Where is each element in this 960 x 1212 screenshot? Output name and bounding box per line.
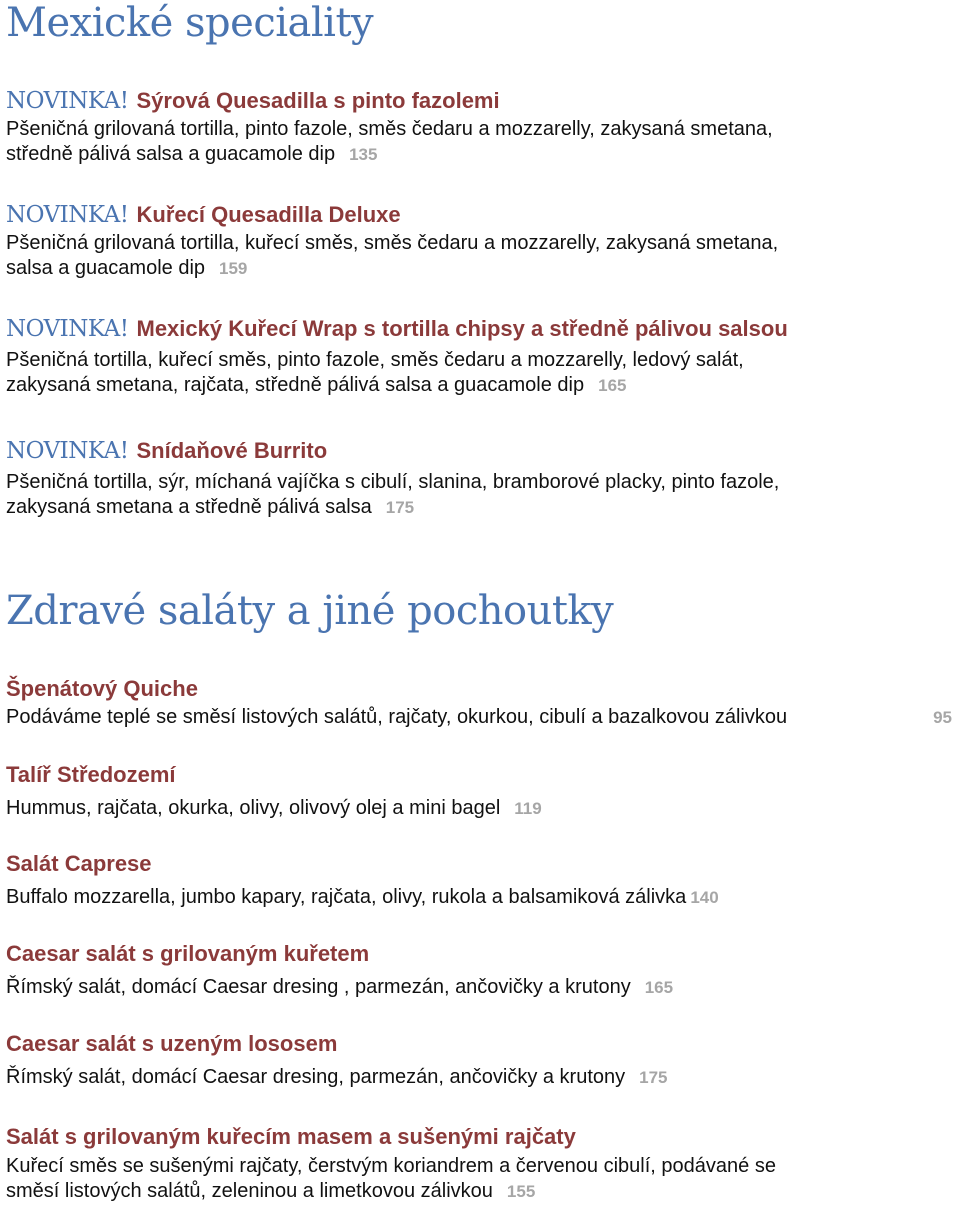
item-price: 119 (514, 799, 542, 818)
item-description (6, 348, 956, 398)
item-description-line: středně pálivá salsa a guacamole dip (6, 143, 336, 165)
item-description-line: zakysaná smetana a středně pálivá salsa (6, 496, 372, 518)
novinka-badge: NOVINKA! (6, 316, 129, 342)
item-name: Talíř Středozemí (6, 762, 176, 787)
item-description-line: Římský salát, domácí Caesar dresing, parmezán, ančovičky a krutony (6, 1066, 626, 1088)
item-description-line: Hummus, rajčata, okurka, olivy, olivový olej a mini bagel (6, 797, 501, 819)
menu-item-syrova-quesadilla (6, 88, 956, 167)
section-title-zdrave-salaty: Zdravé saláty a jiné pochoutky (6, 588, 614, 634)
item-price: 159 (219, 259, 248, 278)
item-name: Sýrová Quesadilla s pinto fazolemi (136, 88, 500, 113)
menu-item-mexicky-kureci-wrap (6, 316, 956, 398)
item-description-line: Kuřecí směs se sušenými rajčaty, čerstvým koriandrem a červenou cibulí, podávané se (6, 1155, 776, 1177)
item-description-line: Buffalo mozzarella, jumbo kapary, rajčata, olivy, rukola a balsamiková zálivka (6, 886, 687, 908)
item-price: 95 (933, 708, 952, 727)
item-name: Caesar salát s uzeným lososem (6, 1031, 338, 1056)
item-price: 165 (644, 978, 674, 997)
menu-item-kureci-quesadilla-deluxe (6, 202, 956, 281)
item-description (6, 796, 956, 821)
item-description-line: Římský salát, domácí Caesar dresing , parmezán, ančovičky a krutony (6, 976, 631, 998)
item-description-line: Pšeničná grilovaná tortilla, kuřecí směs, směs čedaru a mozzarelly, zakysaná smetana, (6, 232, 779, 254)
item-name: Salát s grilovaným kuřecím masem a sušenými rajčaty (6, 1124, 576, 1149)
item-description (6, 885, 956, 910)
section-title-mexicke-speciality: Mexické speciality (6, 0, 374, 46)
item-name: Snídaňové Burrito (136, 438, 328, 463)
item-description-line: Pšeničná tortilla, sýr, míchaná vajíčka s cibulí, slanina, bramborové placky, pinto fazole, (6, 471, 780, 493)
item-description-line: salsa a guacamole dip (6, 257, 206, 279)
item-description (6, 470, 956, 520)
novinka-badge: NOVINKA! (6, 438, 129, 464)
novinka-badge: NOVINKA! (6, 88, 129, 114)
item-name: Špenátový Quiche (6, 676, 198, 701)
item-description (6, 231, 956, 281)
item-description-line: Podáváme teplé se směsí listových salátů, rajčaty, okurkou, cibulí a bazalkovou zálivkou (6, 706, 788, 728)
menu-item-salat-grilovane-kure-susena-rajcata (6, 1124, 956, 1204)
item-description (6, 705, 956, 730)
menu-item-caesar-uzeny-losos (6, 1031, 956, 1090)
menu-item-talir-stredozemi (6, 762, 956, 821)
menu-item-snidanove-burrito (6, 438, 956, 520)
menu-item-salat-caprese (6, 851, 956, 910)
novinka-badge: NOVINKA! (6, 202, 129, 228)
item-name: Caesar salát s grilovaným kuřetem (6, 941, 370, 966)
item-price: 175 (385, 498, 415, 517)
menu-item-spenatovy-quiche (6, 676, 956, 730)
item-price: 165 (598, 376, 627, 395)
item-description (6, 117, 956, 167)
item-description-line: směsí listových salátů, zeleninou a limetkovou zálivkou (6, 1180, 493, 1202)
item-price: 155 (506, 1182, 536, 1201)
item-description (6, 1154, 956, 1204)
item-price: 140 (690, 888, 719, 907)
item-description (6, 1065, 956, 1090)
item-price: 175 (639, 1068, 668, 1087)
item-description (6, 975, 956, 1000)
item-price: 135 (349, 145, 378, 164)
item-name: Mexický Kuřecí Wrap s tortilla chipsy a středně pálivou salsou (136, 316, 788, 341)
item-description-line: zakysaná smetana, rajčata, středně pálivá salsa a guacamole dip (6, 374, 585, 396)
item-name: Kuřecí Quesadilla Deluxe (136, 202, 401, 227)
item-description-line: Pšeničná grilovaná tortilla, pinto fazole, směs čedaru a mozzarelly, zakysaná smetana, (6, 118, 773, 140)
item-description-line: Pšeničná tortilla, kuřecí směs, pinto fazole, směs čedaru a mozzarelly, ledový salát, (6, 349, 744, 371)
menu-item-caesar-grilovane-kure (6, 941, 956, 1000)
item-name: Salát Caprese (6, 851, 152, 876)
